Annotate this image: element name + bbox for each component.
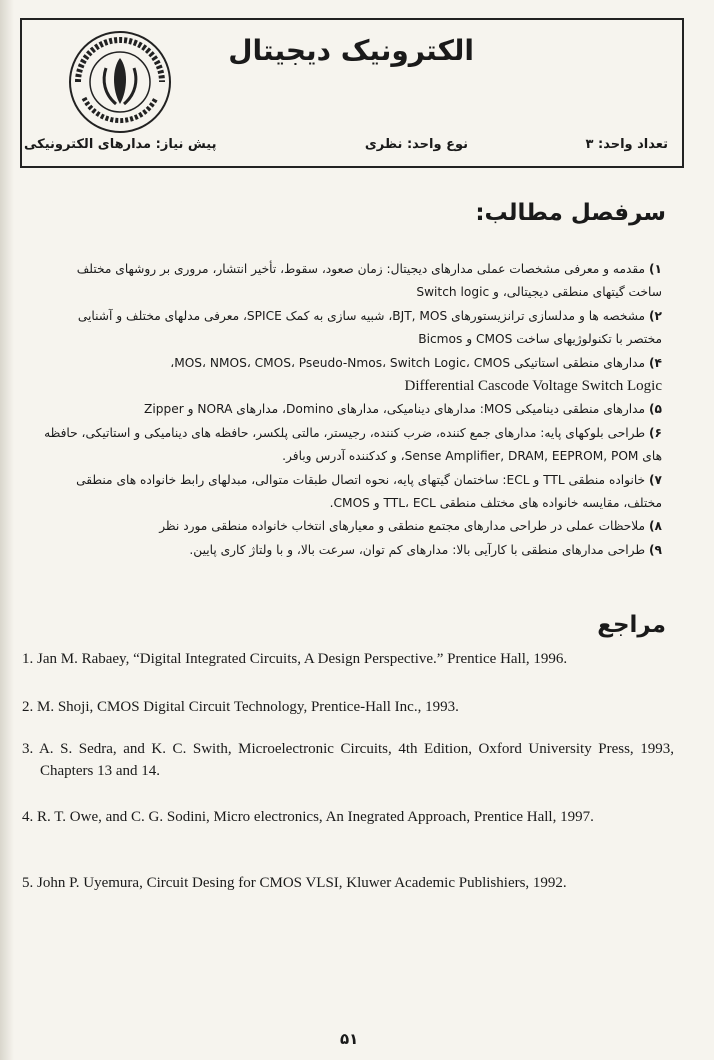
- item-number: ۵): [648, 402, 662, 417]
- item-number: ۴): [648, 355, 662, 370]
- item-number: ۷): [648, 472, 662, 487]
- item-number: ۱): [648, 262, 662, 276]
- item-text: مشخصه ها و مدلسازی ترانزیستورهای BJT, MOS، شبیه سازی به کمک SPICE، معرفی مدلهای مختلف و آشنایی مختصر با تکنولوژیهای ساخت CMOS و Bicmos: [77, 308, 662, 347]
- syllabus-item: [40, 258, 662, 305]
- references-heading: مراجع: [597, 612, 666, 638]
- item-text-latin: Differential Cascode Voltage Switch Logic: [404, 378, 662, 395]
- item-text: طراحی مدارهای منطقی با کارآیی بالا: مدارهای کم توان، سرعت بالا، و با ولتاژ کاری پایین.: [189, 542, 646, 557]
- reference-item: 5. John P. Uyemura, Circuit Desing for CMOS VLSI, Kluwer Academic Publishiers, 1992.: [22, 875, 567, 891]
- reference-item: 1. Jan M. Rabaey, “Digital Integrated Circuits, A Design Perspective.” Prentice Hall, 1996.: [22, 651, 568, 667]
- ministry-seal-logo: [66, 28, 174, 136]
- item-text: مقدمه و معرفی مشخصات عملی مدارهای دیجیتال: زمان صعود، سقوط، تأخیر انتشار، مروری بر روشهای مختلف ساخت گیتهای منطقی دیجیتالی، و Switch logic: [76, 262, 662, 300]
- units-count: تعداد واحد: ۳: [585, 137, 668, 152]
- page-edge-shadow: [0, 0, 14, 1060]
- item-number: ۶): [648, 425, 662, 440]
- item-text: مدارهای منطقی استاتیکی MOS، NMOS، CMOS، Pseudo-Nmos، Switch Logic، CMOS،: [170, 355, 646, 370]
- page-number: ۵۱: [340, 1030, 359, 1048]
- syllabus-item: [40, 352, 662, 399]
- reference-item: 4. R. T. Owe, and C. G. Sodini, Micro electronics, An Inegrated Approach, Prentice Hall, 1997.: [22, 809, 594, 825]
- prerequisite: پیش نیاز: مدارهای الکترونیکی: [24, 137, 217, 152]
- syllabus-item: [40, 515, 662, 538]
- reference-item: 3. A. S. Sedra, and K. C. Swith, Microelectronic Circuits, 4th Edition, Oxford University Press, 1993, Chapters 13 and 14.: [22, 741, 674, 779]
- item-number: ۹): [648, 542, 662, 557]
- syllabus-item: [40, 422, 662, 469]
- item-text: مدارهای منطقی دینامیکی MOS: مدارهای دینامیکی، مدارهای Domino، مدارهای NORA و Zipper: [144, 402, 646, 417]
- item-text: ملاحظات عملی در طراحی مدارهای مجتمع منطقی و معیارهای انتخاب خانواده منطقی مورد نظر: [159, 519, 646, 534]
- course-title: الکترونیک دیجیتال: [228, 34, 474, 67]
- item-number: ۸): [648, 519, 662, 534]
- syllabus-list: [40, 258, 662, 562]
- unit-type: نوع واحد: نظری: [364, 137, 468, 152]
- syllabus-item: [40, 398, 662, 421]
- syllabus-heading: سرفصل مطالب:: [475, 200, 666, 226]
- item-text: طراحی بلوکهای پایه: مدارهای جمع کننده، ضرب کننده، رجیستر، مالتی پلکسر، حافظه های دینامیکی و استاتیکی، حافظه های Sense Amplifier, DRAM, EEPROM, POM، و کدکننده آدرس وبافر.: [44, 425, 662, 464]
- syllabus-item: [40, 539, 662, 562]
- item-number: ۲): [648, 308, 662, 323]
- syllabus-item: [40, 305, 662, 352]
- syllabus-item: [40, 469, 662, 516]
- reference-item: 2. M. Shoji, CMOS Digital Circuit Technology, Prentice-Hall Inc., 1993.: [22, 699, 459, 715]
- item-text: خانواده منطقی TTL و ECL: ساختمان گیتهای پایه، نحوه اتصال طبقات متوالی، مبدلهای رابط خانواده های منطقی مختلف، مقایسه خانواده های مختلف منطقی TTL، ECL و CMOS.: [76, 472, 662, 511]
